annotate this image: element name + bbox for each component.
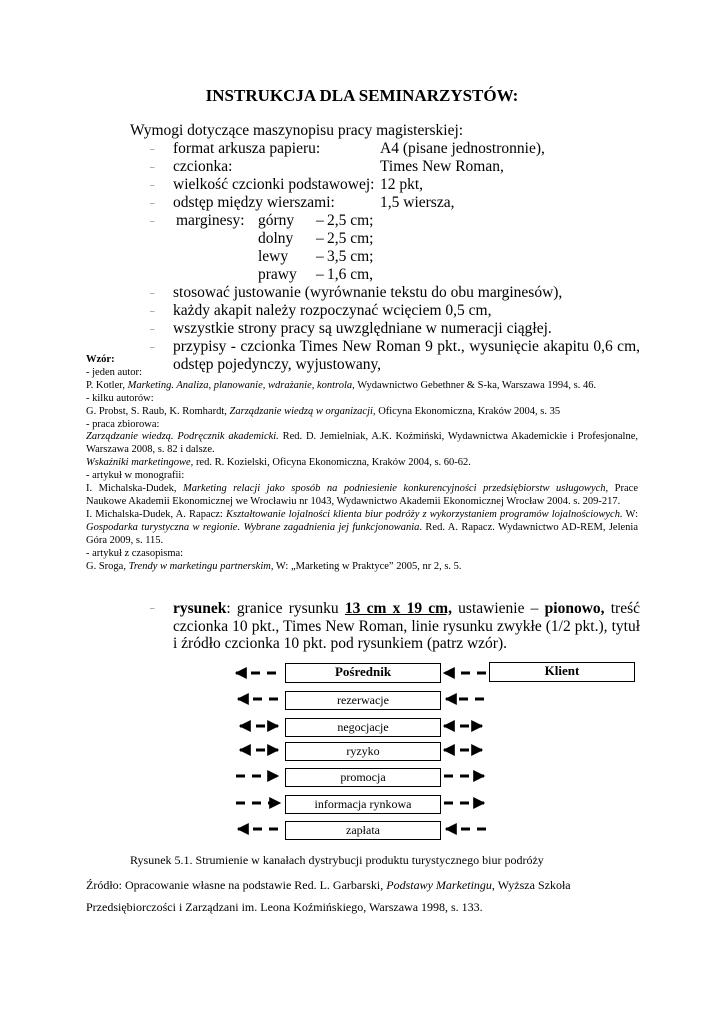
category-label: - artykuł w monografii:	[86, 470, 185, 482]
citation-part: G. Probst, S. Raub, K. Romhardt,	[86, 405, 230, 417]
bullet-dash: –	[150, 162, 155, 172]
citation-title: Marketing. Analiza, planowanie, wdrażanie, kontrola,	[127, 379, 355, 391]
citation-part: W: „Marketing w Praktyce” 2005, nr 2, s. 5.	[273, 560, 462, 572]
item-label: wielkość czcionki podstawowej:	[173, 176, 375, 193]
citation-title: Wskaźniki marketingowe,	[86, 457, 194, 469]
source-part: , Wyższa Szkoła Przedsiębiorczości i Zarządzani im. Leona Koźmińskiego, Warszawa 1998, s. 133.	[86, 878, 571, 914]
citation-part: I. Michalska-Dudek, A. Rapacz:	[86, 508, 226, 520]
item-label: format arkusza papieru:	[173, 140, 321, 157]
citation-part: . Red. A. Rapacz. Wydawnictwo AD-REM, Jelenia Góra 2009, s. 115.	[86, 521, 638, 546]
figure-caption: Rysunek 5.1. Strumienie w kanałach dystrybucji produktu turystycznego biur podróży	[130, 853, 544, 867]
figure-source	[86, 874, 642, 918]
bullet-dash: –	[150, 198, 155, 208]
figure-orientation: pionowo,	[544, 600, 605, 617]
citation-part: P. Kotler,	[86, 379, 128, 391]
source-part: Źródło: Opracowanie własne na podstawie Red. L. Garbarski,	[86, 878, 387, 892]
citation-title: Trendy w marketingu partnerskim,	[128, 560, 274, 572]
margin-name: górny	[258, 212, 295, 229]
citation-title: Marketing relacji jako sposób na podniesienie konkurencyjności przedsiębiorstw usługowych,	[182, 483, 609, 495]
item-label: czcionka:	[173, 158, 233, 175]
category-label: - kilku autorów:	[86, 392, 154, 404]
category-label: - praca zbiorowa:	[86, 418, 160, 430]
rule-text: stosować justowanie (wyrównanie tekstu do obu marginesów),	[173, 284, 563, 301]
citation-part: W:	[622, 508, 638, 520]
citation-title: Zarządzanie wiedzą w organizacji,	[229, 405, 376, 417]
page-title: INSTRUKCJA DLA SEMINARZYSTÓW:	[205, 86, 519, 105]
rule-text: przypisy - czcionka Times New Roman 9 pkt., wysunięcie akapitu 0,6 cm, odstęp pojedynczy, wyjustowany,	[173, 338, 640, 373]
margin-value: 2,5 cm;	[327, 212, 374, 229]
bullet-dash: –	[150, 324, 155, 334]
margin-dash: –	[316, 266, 324, 283]
citation-part: G. Sroga,	[86, 560, 129, 572]
figure-rule-keyword: rysunek	[173, 600, 227, 617]
margin-name: prawy	[258, 266, 297, 283]
citation-title: Kształtowanie lojalności klienta biur podróży z wykorzystaniem programów lojalnościowych.	[225, 508, 623, 520]
margin-dash: –	[316, 230, 324, 247]
margin-dash: –	[316, 212, 324, 229]
item-label: odstęp między wierszami:	[173, 194, 335, 211]
citation-part: Prace Naukowe Akademii Ekonomicznej we Wrocławiu nr 1043, Wydawnictwo Akademii Ekonomicznej Wrocław 2004. s. 209-217.	[86, 483, 638, 507]
citation-part: Oficyna Ekonomiczna, Kraków 2004, s. 35	[375, 405, 561, 417]
intermediary-box: Pośrednik	[285, 663, 441, 683]
flow-box: zapłata	[285, 821, 441, 840]
bullet-dash: –	[150, 603, 155, 613]
margin-name: dolny	[258, 230, 294, 247]
citation-part: Red. D. Jemielniak, A.K. Koźmiński, Wydawnictwa Akademickie i Profesjonalne, Warszawa 2008, s. 82 i dalsze.	[86, 431, 638, 456]
citation-title: Zarządzanie wiedzą. Podręcznik akademicki.	[86, 431, 279, 443]
figure-rule-part: ustawienie –	[451, 600, 545, 617]
item-value: 1,5 wiersza,	[380, 194, 455, 211]
margin-value: 3,5 cm;	[327, 248, 374, 265]
category-label: - artykuł z czasopisma:	[86, 547, 184, 559]
flow-box: promocja	[285, 768, 441, 787]
examples-heading: Wzór:	[86, 354, 115, 365]
item-value: A4 (pisane jednostronnie),	[380, 140, 545, 157]
margin-name: lewy	[258, 248, 289, 265]
flow-box: informacja rynkowa	[285, 795, 441, 814]
bullet-dash: –	[150, 216, 155, 226]
figure-size: 13 cm x 19 cm,	[344, 600, 452, 617]
rule-text: wszystkie strony pracy są uwzględniane w numeracji ciągłej.	[173, 320, 552, 337]
requirements-intro: Wymogi dotyczące maszynopisu pracy magisterskiej:	[130, 122, 464, 139]
item-value: Times New Roman,	[380, 158, 504, 175]
citation-title: Gospodarka turystyczna w regionie. Wybrane zagadnienia jej funkcjonowania	[86, 521, 420, 533]
margin-value: 2,5 cm;	[327, 230, 374, 247]
citation-part: red. R. Kozielski, Oficyna Ekonomiczna, Kraków 2004, s. 60-62.	[193, 457, 471, 469]
item-value: 12 pkt,	[380, 176, 424, 193]
bullet-dash: –	[150, 288, 155, 298]
bullet-dash: –	[150, 306, 155, 316]
margin-value: 1,6 cm,	[327, 266, 374, 283]
source-title: Podstawy Marketingu	[386, 878, 492, 892]
category-label: - jeden autor:	[86, 366, 142, 378]
citation-part: Wydawnictwo Gebethner & S-ka, Warszawa 1994, s. 46.	[354, 379, 597, 391]
margin-dash: –	[316, 248, 324, 265]
rule-text: każdy akapit należy rozpoczynać wcięciem 0,5 cm,	[173, 302, 492, 319]
bullet-dash: –	[150, 342, 155, 352]
figure-rule-part: : granice rysunku	[226, 600, 345, 617]
flow-box: negocjacje	[285, 718, 441, 737]
flow-box: rezerwacje	[285, 691, 441, 710]
bullet-dash: –	[150, 180, 155, 190]
flow-box: ryzyko	[285, 742, 441, 761]
figure-rule-part: treść czcionka 10 pkt., Times New Roman, linie rysunku zwykłe (1/2 pkt.), tytuł i źródło czcionka 10 pkt. pod rysunkiem (patrz wzór).	[173, 600, 640, 652]
bullet-dash: –	[150, 144, 155, 154]
margins-label: marginesy:	[176, 212, 245, 229]
citation-part: I. Michalska-Dudek,	[86, 483, 183, 495]
client-box: Klient	[489, 662, 635, 682]
